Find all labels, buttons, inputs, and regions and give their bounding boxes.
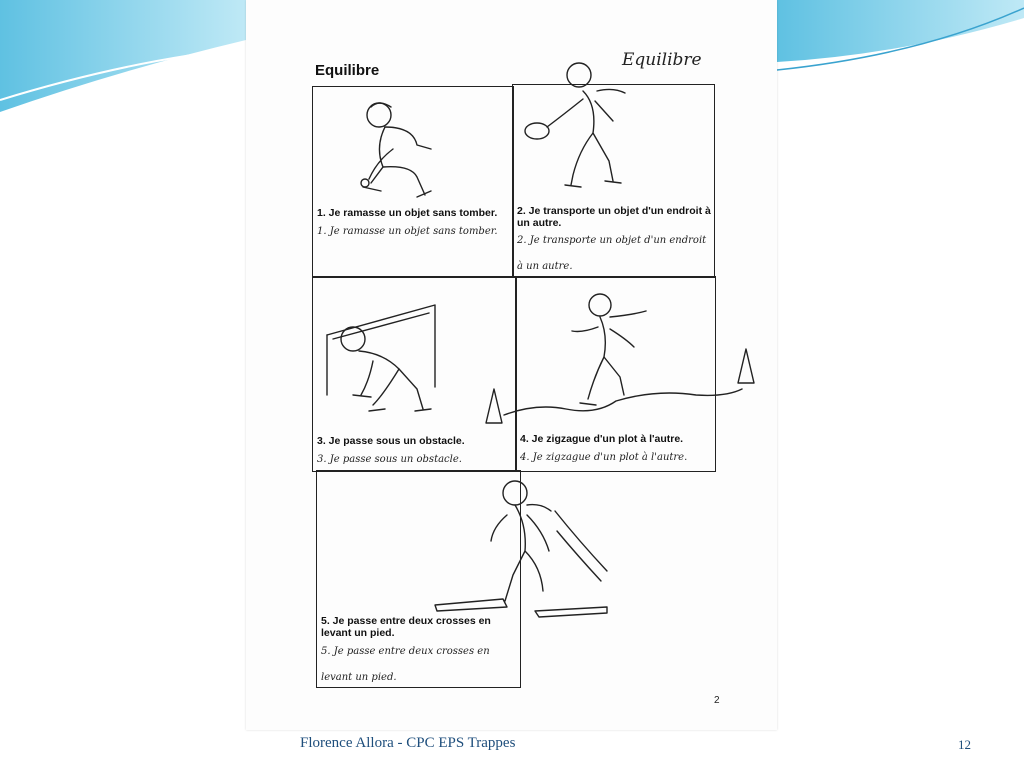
handwritten-line-3a: 3. Je passe sous un obstacle. <box>317 454 462 465</box>
activity-caption-5: 5. Je passe entre deux crosses en levant un pied. <box>321 615 491 639</box>
slide-number: 12 <box>958 737 971 752</box>
worksheet-page <box>246 0 777 730</box>
activity-cell-2 <box>512 84 715 278</box>
child-lifting-foot-between-sticks-icon <box>317 471 647 621</box>
activity-caption-3: 3. Je passe sous un obstacle. <box>317 435 465 447</box>
child-under-goal-icon <box>313 277 518 427</box>
page-title: Equilibre <box>315 62 380 79</box>
child-zigzag-cones-icon <box>516 277 717 427</box>
handwritten-title: Equilibre <box>622 50 702 70</box>
handwritten-line-1a: 1. Je ramasse un objet sans tomber. <box>317 226 498 237</box>
handwritten-line-2b: à un autre. <box>517 261 573 272</box>
activity-cell-5 <box>316 470 521 688</box>
child-carrying-ring-icon <box>513 85 716 205</box>
handwritten-line-4a: 4. Je zigzague d'un plot à l'autre. <box>520 452 688 463</box>
child-picking-up-object-icon <box>313 87 515 207</box>
activity-caption-2: 2. Je transporte un objet d'un endroit à un autre. <box>517 205 711 229</box>
activity-caption-1: 1. Je ramasse un objet sans tomber. <box>317 207 498 219</box>
activity-cell-1 <box>312 86 514 278</box>
page-number: 2 <box>714 695 720 706</box>
handwritten-line-2a: 2. Je transporte un objet d'un endroit <box>517 235 707 246</box>
activity-cell-3 <box>312 276 517 472</box>
slide-footer: Florence Allora - CPC EPS Trappes <box>300 735 516 751</box>
activity-cell-4 <box>515 276 716 472</box>
handwritten-line-5b: levant un pied. <box>321 672 397 683</box>
activity-caption-4: 4. Je zigzague d'un plot à l'autre. <box>520 433 684 445</box>
handwritten-line-5a: 5. Je passe entre deux crosses en <box>321 646 490 657</box>
